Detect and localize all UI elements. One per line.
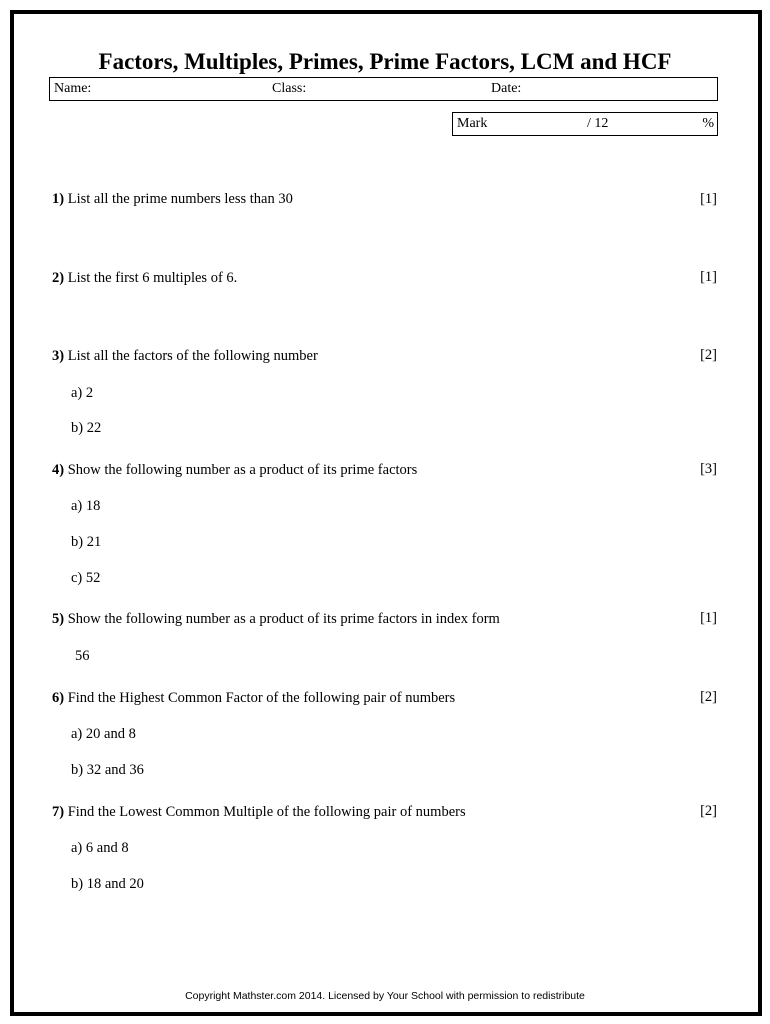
question-marks: [2] bbox=[700, 347, 717, 363]
question-part: b) 22 bbox=[71, 420, 102, 436]
question-number: 7) bbox=[52, 804, 65, 820]
question-marks: [1] bbox=[700, 610, 717, 626]
mark-percent: % bbox=[702, 116, 714, 131]
question-number: 2) bbox=[52, 270, 65, 286]
question-number: 5) bbox=[52, 611, 65, 627]
question-7 bbox=[52, 803, 466, 821]
question-part: b) 21 bbox=[71, 534, 102, 550]
question-1 bbox=[52, 190, 293, 208]
question-number: 6) bbox=[52, 690, 65, 706]
question-marks: [2] bbox=[700, 689, 717, 705]
mark-box bbox=[452, 112, 718, 136]
question-part: a) 18 bbox=[71, 498, 101, 514]
question-4 bbox=[52, 461, 417, 479]
date-label: Date: bbox=[491, 81, 522, 96]
question-text: List the first 6 multiples of 6. bbox=[67, 270, 238, 286]
name-label: Name: bbox=[54, 81, 92, 96]
question-number: 1) bbox=[52, 191, 65, 207]
question-part: 56 bbox=[75, 648, 90, 664]
question-3 bbox=[52, 347, 318, 365]
question-6 bbox=[52, 689, 455, 707]
question-5 bbox=[52, 610, 500, 628]
question-marks: [1] bbox=[700, 191, 717, 207]
question-text: List all the factors of the following number bbox=[67, 348, 318, 364]
mark-total: / 12 bbox=[587, 116, 609, 131]
question-text: Show the following number as a product of its prime factors in index form bbox=[67, 611, 500, 627]
class-label: Class: bbox=[272, 81, 307, 96]
mark-label: Mark bbox=[457, 116, 488, 131]
question-part: b) 18 and 20 bbox=[71, 876, 144, 892]
question-part: a) 6 and 8 bbox=[71, 840, 129, 856]
question-number: 4) bbox=[52, 462, 65, 478]
question-marks: [2] bbox=[700, 803, 717, 819]
question-part: a) 2 bbox=[71, 385, 94, 401]
copyright-footer: Copyright Mathster.com 2014. Licensed by Your School with permission to redistribute bbox=[185, 990, 585, 1002]
question-marks: [3] bbox=[700, 461, 717, 477]
question-2 bbox=[52, 269, 237, 287]
student-info-box bbox=[49, 77, 718, 101]
question-part: b) 32 and 36 bbox=[71, 762, 144, 778]
question-number: 3) bbox=[52, 348, 65, 364]
question-text: Find the Highest Common Factor of the following pair of numbers bbox=[67, 690, 456, 706]
question-text: Find the Lowest Common Multiple of the following pair of numbers bbox=[67, 804, 466, 820]
page-border bbox=[10, 10, 762, 1016]
question-marks: [1] bbox=[700, 269, 717, 285]
worksheet-title: Factors, Multiples, Primes, Prime Factors, LCM and HCF bbox=[98, 49, 672, 74]
question-part: c) 52 bbox=[71, 570, 101, 586]
question-text: List all the prime numbers less than 30 bbox=[67, 191, 293, 207]
question-text: Show the following number as a product of its prime factors bbox=[67, 462, 418, 478]
question-part: a) 20 and 8 bbox=[71, 726, 136, 742]
